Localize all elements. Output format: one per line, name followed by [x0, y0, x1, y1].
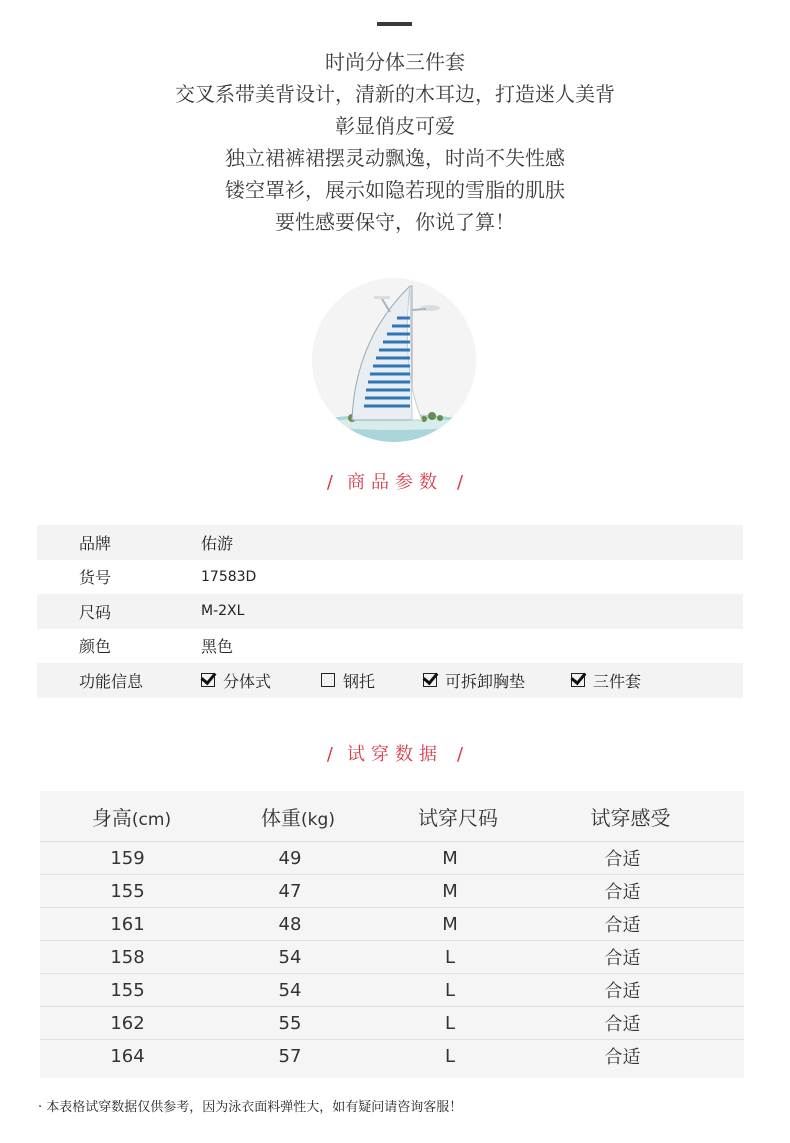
- cell-weight: 49: [278, 847, 302, 869]
- param-label: 货号: [79, 568, 112, 588]
- cell-height: 164: [110, 1045, 145, 1067]
- params-table: [37, 525, 743, 698]
- hotel-building-photo: [312, 278, 476, 442]
- param-label: 品牌: [79, 533, 112, 553]
- params-section-title: [0, 468, 790, 494]
- trial-table-header: [40, 791, 744, 842]
- trial-table: [40, 791, 744, 1078]
- cell-height: 155: [110, 880, 145, 902]
- intro-line: 时尚分体三件套: [325, 50, 465, 74]
- header-weight-unit: (kg): [301, 809, 335, 830]
- checked-box-icon: [423, 673, 437, 687]
- cell-height: 162: [110, 1012, 145, 1034]
- header-feel: 试穿感受: [590, 805, 671, 830]
- burj-al-arab-illustration: [312, 278, 476, 442]
- title-slash-left: /: [326, 472, 333, 493]
- feature-split-style: [201, 669, 321, 692]
- param-label: 颜色: [79, 637, 112, 657]
- table-row: [40, 941, 744, 974]
- param-label: 功能信息: [79, 671, 144, 691]
- feature-label: 分体式: [223, 671, 272, 691]
- cell-weight: 54: [278, 979, 302, 1001]
- title-slash-right: /: [457, 472, 464, 493]
- cell-weight: 54: [278, 946, 302, 968]
- intro-line: 要性感要保守，你说了算！: [275, 210, 515, 234]
- header-weight-text: 体重: [261, 805, 302, 830]
- unchecked-box-icon: [321, 673, 335, 687]
- header-height-text: 身高: [91, 805, 132, 830]
- table-row: [40, 842, 744, 875]
- checked-box-icon: [201, 673, 215, 687]
- feature-removable-pads: [423, 669, 571, 692]
- cell-height: 161: [110, 913, 145, 935]
- cell-size: L: [444, 979, 456, 1001]
- cell-size: M: [442, 880, 458, 902]
- checked-box-icon: [571, 673, 585, 687]
- cell-height: 159: [110, 847, 145, 869]
- feature-label: 钢托: [343, 671, 376, 691]
- param-row-features: [37, 663, 743, 698]
- cell-feel: 合适: [604, 1014, 641, 1035]
- disclaimer-note: · 本表格试穿数据仅供参考，因为泳衣面料弹性大，如有疑问请咨询客服！: [38, 1100, 463, 1115]
- top-divider-bar: [377, 22, 412, 26]
- param-row-size: [37, 594, 743, 629]
- intro-line: 彰显俏皮可爱: [335, 114, 455, 138]
- cell-size: L: [444, 1045, 456, 1067]
- table-row: [40, 908, 744, 941]
- param-row-sku: [37, 560, 743, 595]
- cell-size: M: [442, 913, 458, 935]
- feature-underwire: [321, 669, 423, 692]
- cell-size: L: [444, 1012, 456, 1034]
- param-value: 佑游: [201, 533, 234, 553]
- cell-feel: 合适: [604, 882, 641, 903]
- cell-feel: 合适: [604, 915, 641, 936]
- title-slash-left: /: [326, 744, 333, 765]
- param-value: 黑色: [201, 637, 234, 657]
- param-label: 尺码: [79, 602, 112, 622]
- feature-label: 三件套: [593, 671, 642, 691]
- trial-section-title: [0, 740, 790, 766]
- header-size: 试穿尺码: [418, 805, 498, 830]
- header-height-unit: (cm): [131, 809, 172, 830]
- param-value: 17583D: [201, 568, 257, 585]
- intro-line: 镂空罩衫，展示如隐若现的雪脂的肌肤: [225, 178, 565, 202]
- cell-feel: 合适: [604, 948, 641, 969]
- param-row-color: [37, 629, 743, 664]
- cell-size: L: [444, 946, 456, 968]
- intro-line: 交叉系带美背设计，清新的木耳边，打造迷人美背: [175, 82, 615, 106]
- params-title-text: 商品参数: [347, 472, 443, 493]
- table-row: [40, 1040, 744, 1072]
- feature-label: 可拆卸胸垫: [445, 671, 526, 691]
- intro-line: 独立裙裤裙摆灵动飘逸，时尚不失性感: [225, 146, 565, 170]
- cell-weight: 48: [278, 913, 302, 935]
- cell-size: M: [442, 847, 458, 869]
- param-row-brand: [37, 525, 743, 560]
- cell-height: 158: [110, 946, 145, 968]
- cell-weight: 57: [278, 1045, 302, 1067]
- table-row: [40, 875, 744, 908]
- header-height: [40, 802, 223, 831]
- cell-feel: 合适: [604, 981, 641, 1002]
- intro-text: [0, 46, 790, 238]
- param-value: M-2XL: [201, 603, 245, 620]
- trial-title-text: 试穿数据: [347, 744, 443, 765]
- table-row: [40, 1007, 744, 1040]
- feature-list: [201, 669, 743, 692]
- feature-three-piece: [571, 669, 641, 692]
- cell-feel: 合适: [604, 1047, 641, 1068]
- cell-weight: 47: [278, 880, 302, 902]
- table-row: [40, 974, 744, 1007]
- title-slash-right: /: [457, 744, 464, 765]
- cell-weight: 55: [278, 1012, 302, 1034]
- header-weight: [223, 802, 373, 831]
- cell-feel: 合适: [604, 849, 641, 870]
- cell-height: 155: [110, 979, 145, 1001]
